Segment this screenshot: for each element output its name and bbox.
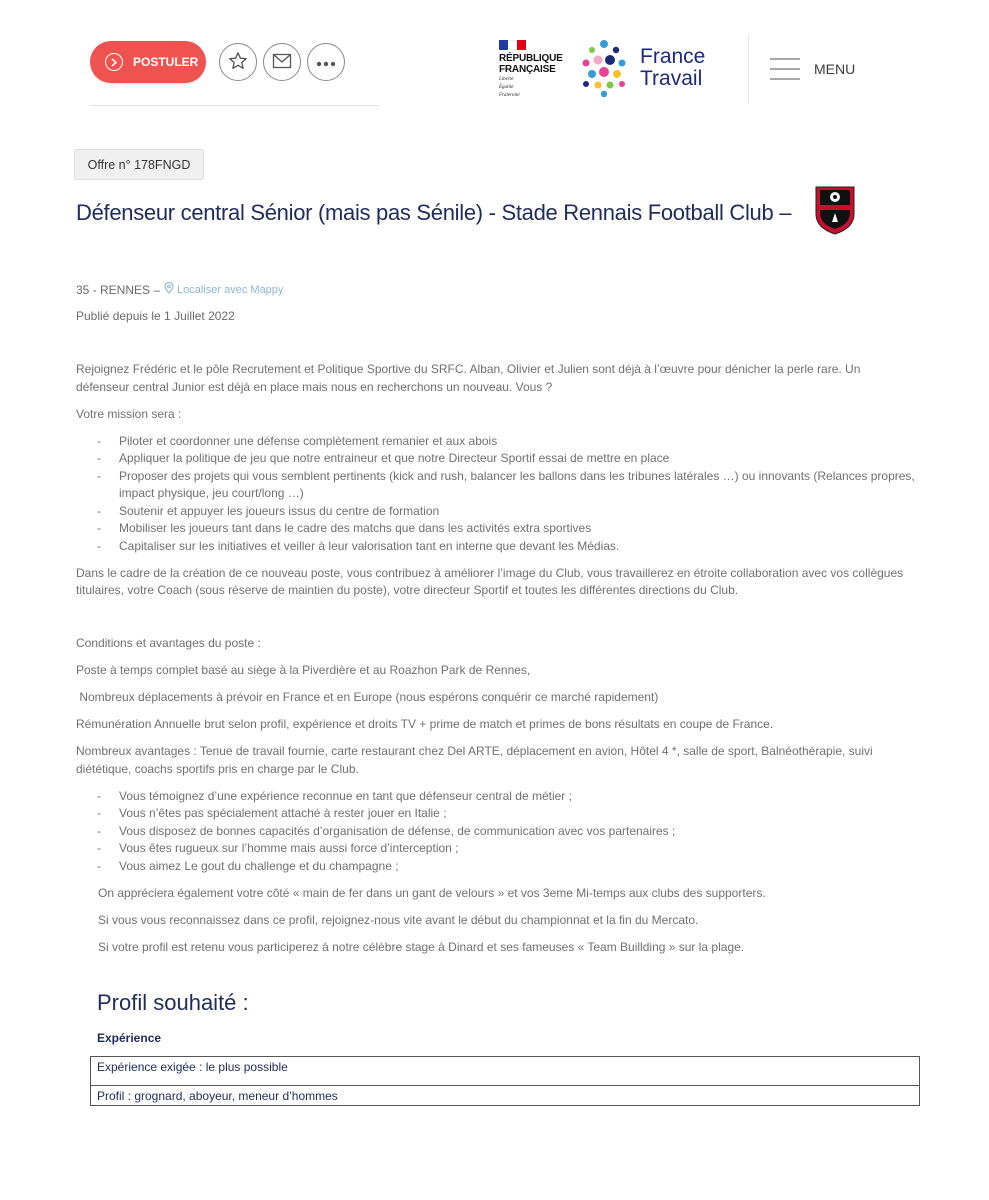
experience-label: Expérience	[97, 1031, 162, 1045]
motto-liberte: Liberté	[499, 77, 514, 82]
star-icon	[228, 51, 248, 74]
french-flag-icon	[499, 40, 526, 50]
header-vertical-divider	[748, 34, 749, 104]
menu-button[interactable]	[770, 58, 855, 80]
closing-paragraph: On appréciera également votre côté « main de fer dans un gant de velours » et vos 3eme Mi-temps aux clubs des supporters.	[98, 885, 766, 900]
list-item: - Appliquer la politique de jeu que notre entraineur et que notre Directeur Sportif essai de mettre en place	[76, 450, 916, 468]
republique-francaise-logo	[499, 40, 565, 100]
list-item: - Vous aimez Le gout du challenge et du champagne ;	[76, 858, 916, 876]
list-item: - Proposer des projets qui vous semblent pertinents (kick and rush, balancer les ballons dans les tribunes latérales …) ou innovants (Relances propres, impact physique, jeu court/long …)	[76, 468, 916, 503]
apply-button[interactable]	[90, 41, 206, 83]
more-dots-icon	[316, 55, 336, 70]
table-cell: Expérience exigée : le plus possible	[91, 1057, 920, 1086]
header	[0, 0, 989, 120]
published-date: Publié depuis le 1 Juillet 2022	[76, 309, 235, 323]
condition-paragraph: Nombreux déplacements à prévoir en France et en Europe (nous espérons conquérir ce marché rapidement)	[76, 690, 659, 704]
offer-location	[76, 282, 283, 297]
table-cell: Profil : grognard, aboyeur, meneur d’hommes	[91, 1086, 920, 1106]
condition-paragraph: Nombreux avantages : Tenue de travail fournie, carte restaurant chez Del ARTE, déplacement en avion, Hôtel 4 *, salle de sport, Balnéothérapie, suivi diététique, coachs sportifs pris en charge par le Club.	[76, 744, 873, 776]
profile-title: Profil souhaité :	[97, 990, 249, 1015]
list-item: - Piloter et coordonner une défense complètement remanier et aux abois	[76, 433, 916, 451]
list-item: - Vous témoignez d’une expérience reconnue en tant que défenseur central de métier ;	[76, 788, 916, 806]
offer-title: Défenseur central Sénior (mais pas Sénile) - Stade Rennais Football Club –	[76, 200, 792, 225]
table-row	[91, 1057, 920, 1086]
motto-fraternite: Fraternité	[499, 93, 520, 98]
list-item: - Mobiliser les joueurs tant dans le cadre des matchs que dans les activités extra sportives	[76, 520, 916, 538]
experience-table	[90, 1056, 920, 1106]
more-button[interactable]	[307, 43, 345, 81]
closing-paragraph: Si vous vous reconnaissez dans ce profil, rejoignez-nous vite avant le début du championnat et la fin du Mercato.	[98, 912, 699, 927]
list-item: - Capitaliser sur les initiatives et veiller à leur valorisation tant en interne que devant les Médias.	[76, 538, 916, 556]
list-item: - Vous êtes rugueux sur l’homme mais aussi force d’interception ;	[76, 840, 916, 858]
favorite-button[interactable]	[219, 43, 257, 81]
map-pin-icon	[164, 282, 174, 297]
condition-paragraph: Poste à temps complet basé au siège à la Piverdière et au Roazhon Park de Rennes,	[76, 663, 531, 677]
france-travail-wordmark	[640, 46, 705, 90]
mappy-link[interactable]	[164, 282, 283, 297]
list-item: - Vous n’êtes pas spécialement attaché à rester jouer en Italie ;	[76, 805, 916, 823]
conditions-heading: Conditions et avantages du poste :	[76, 636, 261, 650]
offer-description	[76, 361, 916, 966]
hamburger-icon	[770, 58, 800, 80]
context-paragraph: Dans le cadre de la création de ce nouveau poste, vous contribuez à améliorer l’image du Club, vous travaillerez en étroite collaboration avec vos collègues titulaires, votre Coach (sous réserve de maintien du poste), votre directeur Sportif et toutes les différentes directions du Club.	[76, 565, 904, 597]
location-text: 35 - RENNES –	[76, 282, 161, 297]
republique-line2: FRANÇAISE	[499, 64, 556, 75]
stade-rennais-logo-icon	[812, 184, 858, 236]
header-divider	[90, 105, 380, 106]
republique-line1: RÉPUBLIQUE	[499, 53, 563, 64]
menu-label: MENU	[814, 61, 856, 77]
apply-button-label: POSTULER	[133, 55, 199, 69]
offer-number-badge: Offre n° 178FNGD	[74, 149, 204, 180]
condition-paragraph: Rémunération Annuelle brut selon profil, expérience et droits TV + prime de match et primes de bons résultats en coupe de France.	[76, 717, 774, 731]
mission-list	[76, 433, 916, 556]
email-button[interactable]	[263, 43, 301, 81]
brand-line2: Travail	[640, 67, 703, 90]
envelope-icon	[272, 53, 292, 72]
intro-paragraph: Rejoignez Frédéric et le pôle Recrutement et Politique Sportive du SRFC. Alban, Olivier et Julien sont déjà à l’œuvre pour dénicher la perle rare. Un défenseur central Junior est déjà en place mais nous en recherchons un nouveau. Vous ?	[76, 362, 861, 394]
mission-heading: Votre mission sera :	[76, 406, 182, 421]
list-item: - Vous disposez de bonnes capacités d’organisation de défense, de communication avec vos partenaires ;	[76, 823, 916, 841]
mappy-link-label: Localiser avec Mappy	[177, 283, 284, 296]
requirements-list	[76, 788, 916, 876]
arrow-right-circle-icon	[105, 53, 123, 71]
list-item: - Soutenir et appuyer les joueurs issus du centre de formation	[76, 503, 916, 521]
closing-paragraph: Si votre profil est retenu vous participerez à notre célèbre stage à Dinard et ses fameuses « Team Buillding » sur la plage.	[98, 939, 745, 954]
brand-line1: France	[640, 45, 706, 68]
france-travail-logo-icon	[580, 38, 628, 98]
motto-egalite: Égalité	[499, 85, 514, 90]
table-row	[91, 1086, 920, 1106]
